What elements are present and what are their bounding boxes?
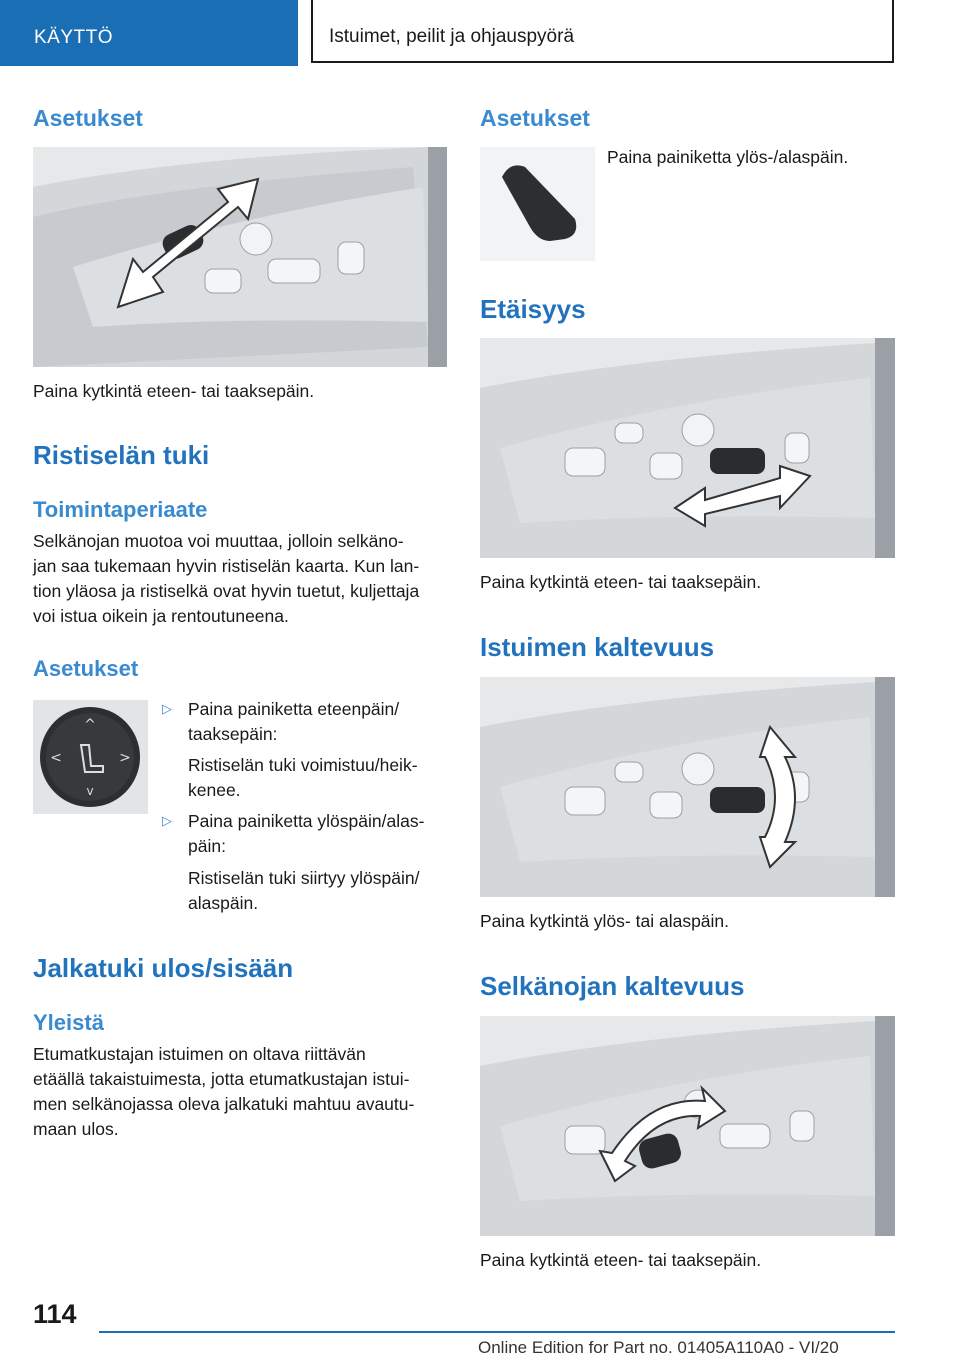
heading-asetukset: Asetukset — [33, 105, 143, 131]
text-line: Selkänojan muotoa voi muuttaa, jolloin selkäno- — [33, 531, 404, 551]
caption-backrest: Paina kytkintä eteen- tai taaksepäin. — [33, 381, 315, 401]
chapter-title: Istuimet, peilit ja ohjauspyörä — [329, 26, 575, 47]
asetukset-3-text: Paina painiketta ylös-/alaspäin. — [607, 147, 849, 167]
heading-asetukset-3: Asetukset — [480, 105, 590, 131]
bullet-1 — [188, 697, 399, 747]
svg-text:>: > — [119, 750, 131, 766]
svg-text:^: ^ — [84, 717, 96, 733]
heading-jalkatuki: Jalkatuki ulos/sisään — [33, 953, 294, 983]
paragraph-yleista — [33, 1042, 414, 1142]
svg-text:<: < — [50, 750, 62, 766]
text-line: Ristiselän tuki siirtyy ylöspäin/ — [188, 868, 420, 888]
heading-etaisyys: Etäisyys — [480, 294, 586, 324]
heading-yleista: Yleistä — [33, 1010, 104, 1035]
page-number: 114 — [33, 1299, 77, 1329]
text-line: jan saa tukemaan hyvin ristiselän kaarta. Kun lan- — [33, 556, 420, 576]
bullet-1-result — [188, 753, 418, 803]
lumbar-joystick-image — [33, 700, 148, 814]
backrest-tilt-image — [480, 1016, 895, 1236]
triangle-right-icon: ▷ — [162, 813, 172, 828]
text-line: Etumatkustajan istuimen on oltava riittävän — [33, 1044, 366, 1064]
text-line: alaspäin. — [188, 893, 259, 913]
heading-asetukset-2: Asetukset — [33, 656, 139, 681]
caption-selkanoja: Paina kytkintä eteen- tai taaksepäin. — [480, 1250, 762, 1270]
section-label: KÄYTTÖ — [34, 27, 114, 48]
heading-toimintaperiaate: Toimintaperiaate — [33, 497, 208, 522]
bullet-2-result — [188, 866, 419, 916]
seat-backrest-switch-image — [33, 147, 447, 367]
text-line: tion yläosa ja ristiselkä ovat hyvin tuetut, kuljettaja — [33, 581, 420, 601]
switch-button-image — [480, 147, 595, 261]
seat-tilt-image — [480, 677, 895, 897]
triangle-right-icon: ▷ — [162, 701, 172, 716]
heading-istuimen-kaltevuus: Istuimen kaltevuus — [480, 632, 715, 662]
heading-ristiselan-tuki: Ristiselän tuki — [33, 440, 210, 470]
caption-kaltevuus: Paina kytkintä ylös- tai alaspäin. — [480, 911, 730, 931]
text-line: kenee. — [188, 780, 241, 800]
text-line: voi istua oikein ja rentoutuneena. — [33, 606, 289, 626]
footer-edition: Online Edition for Part no. 01405A110A0 - VI/20 — [478, 1338, 839, 1357]
section-tab — [0, 0, 298, 66]
caption-etaisyys: Paina kytkintä eteen- tai taaksepäin. — [480, 572, 762, 592]
text-line: Paina painiketta ylöspäin/alas- — [188, 811, 425, 831]
bullet-2 — [188, 809, 424, 859]
text-line: Ristiselän tuki voimistuu/heik- — [188, 755, 418, 775]
footer-divider — [99, 1331, 895, 1333]
chapter-box — [311, 0, 894, 63]
paragraph-toimintaperiaate — [33, 529, 419, 629]
text-line: taaksepäin: — [188, 724, 278, 744]
text-line: men selkänojassa oleva jalkatuki mahtuu avautu- — [33, 1094, 415, 1114]
text-line: etäällä takaistuimesta, jotta etumatkustajan istui- — [33, 1069, 410, 1089]
seat-distance-image — [480, 338, 895, 558]
text-line: Paina painiketta eteenpäin/ — [188, 699, 400, 719]
text-line: maan ulos. — [33, 1119, 119, 1139]
text-line: päin: — [188, 836, 226, 856]
svg-text:v: v — [86, 784, 94, 798]
heading-selkanojan-kaltevuus: Selkänojan kaltevuus — [480, 971, 745, 1001]
